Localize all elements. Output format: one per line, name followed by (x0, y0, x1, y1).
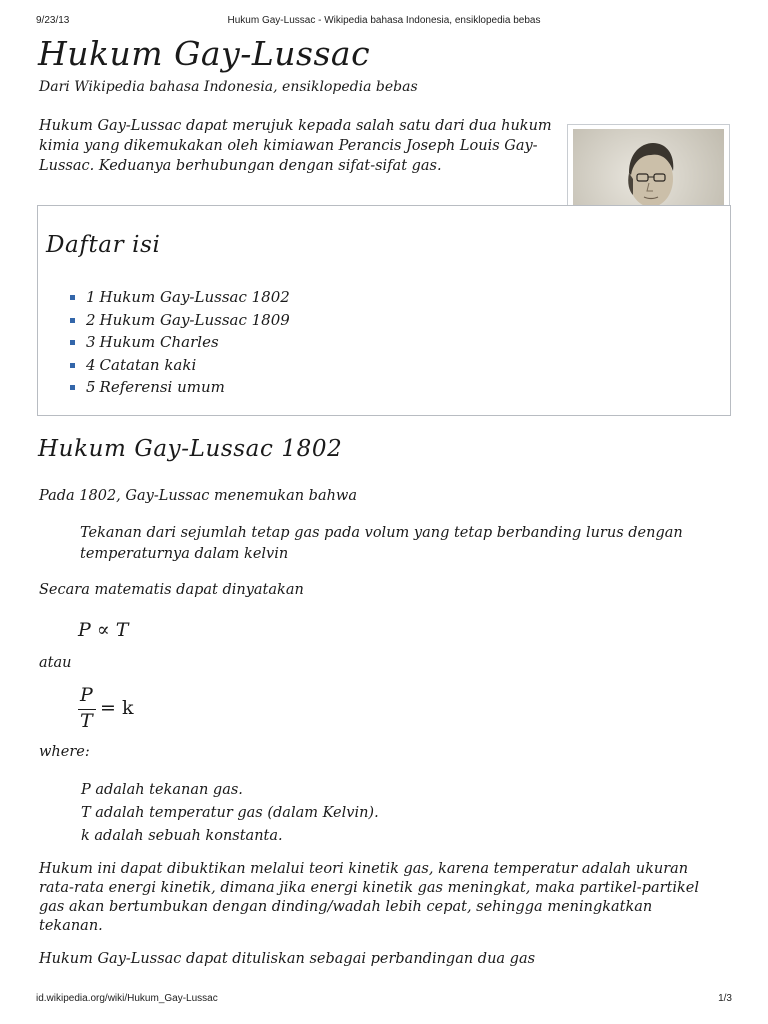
toc-label: Hukum Gay-Lussac 1809 (99, 310, 290, 329)
page-title: Hukum Gay-Lussac (38, 34, 371, 73)
toc-number: 5 (86, 378, 96, 396)
toc-label: Referensi umum (99, 378, 225, 396)
math-intro: Secara matematis dapat dinyatakan (39, 582, 304, 598)
ratio-text: Hukum Gay-Lussac dapat dituliskan sebagai perbandingan dua gas (39, 951, 536, 967)
section-lead: Pada 1802, Gay-Lussac menemukan bahwa (39, 488, 357, 504)
variable-definitions (81, 779, 379, 848)
formula-ratio (78, 684, 148, 732)
toc-number: 2 (86, 310, 96, 329)
formula-operator: ∝ (96, 619, 110, 641)
or-text: atau (39, 655, 72, 671)
definition-item: k adalah sebuah konstanta. (81, 828, 283, 844)
table-of-contents (37, 205, 731, 416)
formula-denominator: T (80, 710, 93, 732)
print-date: 9/23/13 (36, 15, 70, 26)
toc-item-2[interactable] (70, 309, 290, 332)
print-page-title: Hukum Gay-Lussac - Wikipedia bahasa Indonesia, ensiklopedia bebas (227, 15, 541, 26)
toc-label: Hukum Gay-Lussac 1802 (99, 288, 290, 306)
page-number: 1/3 (718, 993, 732, 1004)
site-tagline: Dari Wikipedia bahasa Indonesia, ensiklopedia bebas (39, 79, 418, 95)
section-heading-1802: Hukum Gay-Lussac 1802 (38, 436, 343, 462)
toc-item-3[interactable] (70, 331, 290, 354)
toc-item-5[interactable] (70, 376, 290, 399)
toc-item-4[interactable] (70, 354, 290, 377)
toc-list (70, 286, 290, 399)
print-footer (0, 993, 768, 1007)
formula-proportional (78, 619, 128, 641)
where-text: where: (39, 744, 90, 760)
formula-lhs: P (78, 619, 91, 641)
definition-item: T adalah temperatur gas (dalam Kelvin). (81, 805, 379, 821)
kinetic-explanation: Hukum ini dapat dibuktikan melalui teori kinetik gas, karena temperatur adalah ukuran rata-rata energi kinetik, dimana jika energi kinetik gas meningkat, maka partikel-partikel gas akan bertumbukan dengan dinding/wadah lebih cepat, sehingga meningkatkan tekanan. (39, 861, 699, 934)
print-header (0, 15, 768, 29)
formula-rhs: T (115, 619, 129, 641)
toc-label: Hukum Charles (99, 333, 219, 351)
intro-paragraph: Hukum Gay-Lussac dapat merujuk kepada salah satu dari dua hukum kimia yang dikemukakan oleh kimiawan Perancis Joseph Louis Gay-Lussac. Keduanya berhubungan dengan sifat-sifat gas. (39, 118, 552, 174)
print-url: id.wikipedia.org/wiki/Hukum_Gay-Lussac (36, 993, 218, 1004)
definition-item: P adalah tekanan gas. (81, 782, 243, 798)
toc-number: 3 (86, 333, 96, 351)
toc-label: Catatan kaki (99, 355, 197, 374)
formula-constant: = k (100, 697, 134, 719)
formula-numerator: P (80, 684, 93, 706)
law-quote: Tekanan dari sejumlah tetap gas pada volum yang tetap berbanding lurus dengan temperaturnya dalam kelvin (80, 525, 683, 562)
toc-title: Daftar isi (46, 232, 161, 258)
toc-number: 1 (86, 288, 96, 306)
toc-number: 4 (86, 355, 96, 374)
toc-item-1[interactable] (70, 286, 290, 309)
